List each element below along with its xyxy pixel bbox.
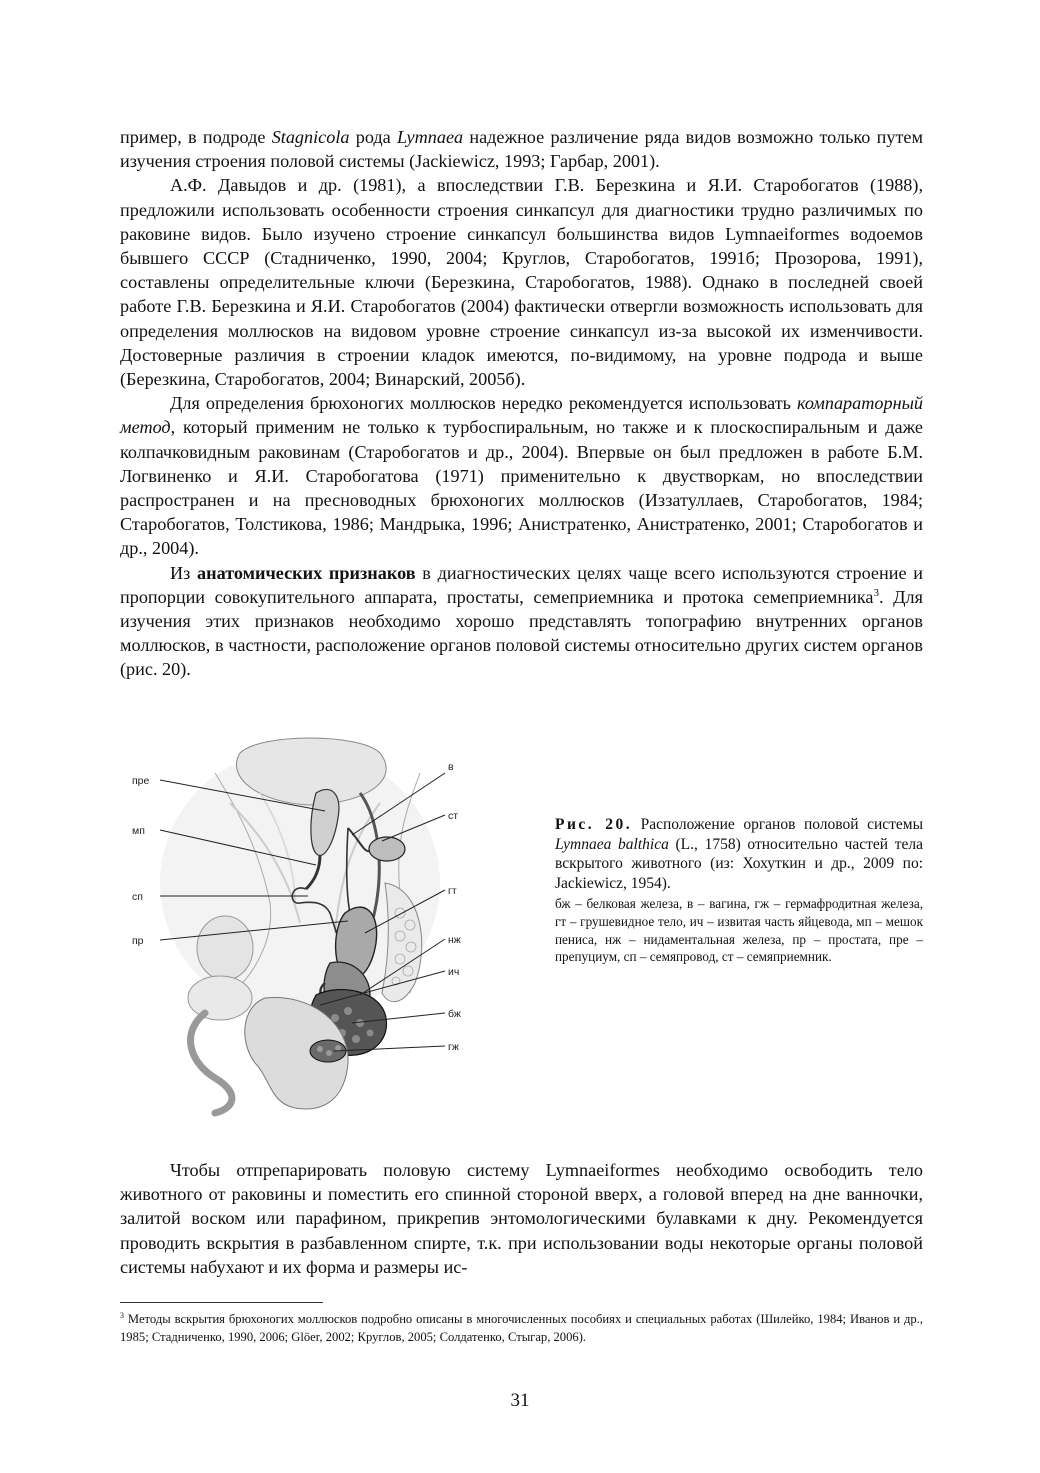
anatomy-illustration (120, 733, 520, 1118)
left-lobe-lower (188, 976, 252, 1020)
left-lobe (197, 916, 253, 980)
caption-legend: бж – белковая железа, в – вагина, гж – гермафродитная железа, гт – грушевидное тело, ич – извитая часть яйцевода, мп – мешок пениса, нж – нидаментальная железа, пр – простата, пре – препуциум, сп – семяпровод, ст – семяприемник. (555, 896, 923, 965)
body-text-top (120, 125, 923, 682)
label-v: в (448, 761, 454, 773)
label-pre: пре (132, 775, 150, 787)
figure-caption (555, 815, 923, 966)
caption-species: Lymnaea balthica (555, 835, 669, 853)
caption-title: Рис. 20. Расположение органов половой системы Lymnaea balthica (L., 1758) относительно частей тела вскрытого животного (из: Хохуткин и др., 2009 по: Jackiewicz, 1954). (555, 816, 924, 892)
anatomical-features-term: анатомических признаков (197, 562, 416, 583)
paragraph-5: Чтобы отпрепарировать половую систему Lymnaeiformes необходимо освободить тело животного от раковины и поместить его спинной стороной вверх, а головой вперед на дне ванночки, залитой воском или парафином, прикрепив энтомологическими булавками к дну. Рекомендуется проводить вскрытия в разбавленном спирте, т.к. при использовании воды некоторые органы половой системы набухают и их форма и размеры ис- (120, 1160, 923, 1277)
paragraph-2: А.Ф. Давыдов и др. (1981), а впоследствии Г.В. Березкина и Я.И. Старобогатов (1988), предложили использовать особенности строения синкапсул для диагностики трудно различимых по раковине видов. Было изучено строение синкапсул большинства видов Lymnaeiformes водоемов бывшего СССР (Стадниченко, 1990, 2004; Круглов, Старобогатов, 1991б; Прозорова, 1991), составлены определительные ключи (Березкина, Старобогатов, 1988). Однако в последней своей работе Г.В. Березкина и Я.И. Старобогатов (2004) фактически отвергли возможность использовать для определения моллюсков на видовом уровне строение синкапсул из-за высокой их изменчивости. Достоверные различия в строении кладок имеются, по-видимому, на уровне подрода и выше (Березкина, Старобогатов, 2004; Винарский, 2005б). (120, 175, 923, 390)
body-text-bottom (120, 1158, 923, 1279)
label-bzh: бж (448, 1008, 461, 1020)
paragraph-1: пример, в подроде Stagnicola рода Lymnaea надежное различение ряда видов возможно только путем изучения строения половой системы (Jackiewicz, 1993; Гарбар, 2001). (120, 127, 923, 172)
genus-lymnaea: Lymnaea (396, 127, 464, 147)
label-pr: пр (132, 935, 144, 947)
label-ich: ич (448, 966, 460, 978)
label-mp: мп (132, 825, 145, 837)
footnote-marker: 3 (120, 1310, 124, 1320)
label-sp: сп (132, 891, 143, 903)
paragraph-3: Для определения брюхоногих моллюсков нередко рекомендуется использовать компараторный метод, который применим не только к турбоспиральным, но также и к плоскоспиральным и даже колпачковидным раковинам (Старобогатов и др., 2004). Впервые он был предложен в работе Б.М. Логвиненко и Я.И. Старобогатова (1971) применительно к двустворкам, но впоследствии распространен и на пресноводных брюхоногих моллюсков (Иззатуллаев, Старобогатов, 1984; Старобогатов, Толстикова, 1986; Мандрыка, 1996; Анистратенко, Анистратенко, 2001; Старобогатов и др., 2004). (120, 393, 923, 559)
label-st: ст (448, 810, 459, 822)
comparator-method-term: компараторный метод (120, 393, 923, 438)
label-gzh: гж (448, 1041, 459, 1053)
paragraph-4: Из анатомических признаков в диагностических целях чаще всего используются строение и пропорции совокупительного аппарата, простаты, семеприемника и протока семеприемника$^3$. Для изучения этих признаков необходимо хорошо представлять топографию внутренних органов моллюсков, в частности, расположение органов половой системы относительно других систем органов (рис. 20). (120, 562, 923, 680)
intestine-loop (191, 1013, 232, 1113)
genus-stagnicola: Stagnicola (271, 127, 350, 147)
figure-anatomy-drawing (120, 733, 520, 1118)
footnote-ref: 3 (873, 586, 879, 599)
label-nzh: нж (448, 934, 461, 946)
page-number: 31 (510, 1390, 530, 1411)
footnote-divider (120, 1302, 323, 1303)
figure-number: Рис. 20. (555, 816, 633, 833)
footnote-text: Методы вскрытия брюхоногих моллюсков подробно описаны в многочисленных пособиях и специальных работах (Шилейко, 1984; Иванов и др., 1985; Стадниченко, 1990, 2006; Glöer, 2002; Круглов, 2005; Солдатенко, Стыгар, 2006). (120, 1312, 923, 1344)
label-gt: гт (448, 885, 457, 897)
footnote (120, 1311, 923, 1346)
spermatheca (369, 837, 405, 861)
